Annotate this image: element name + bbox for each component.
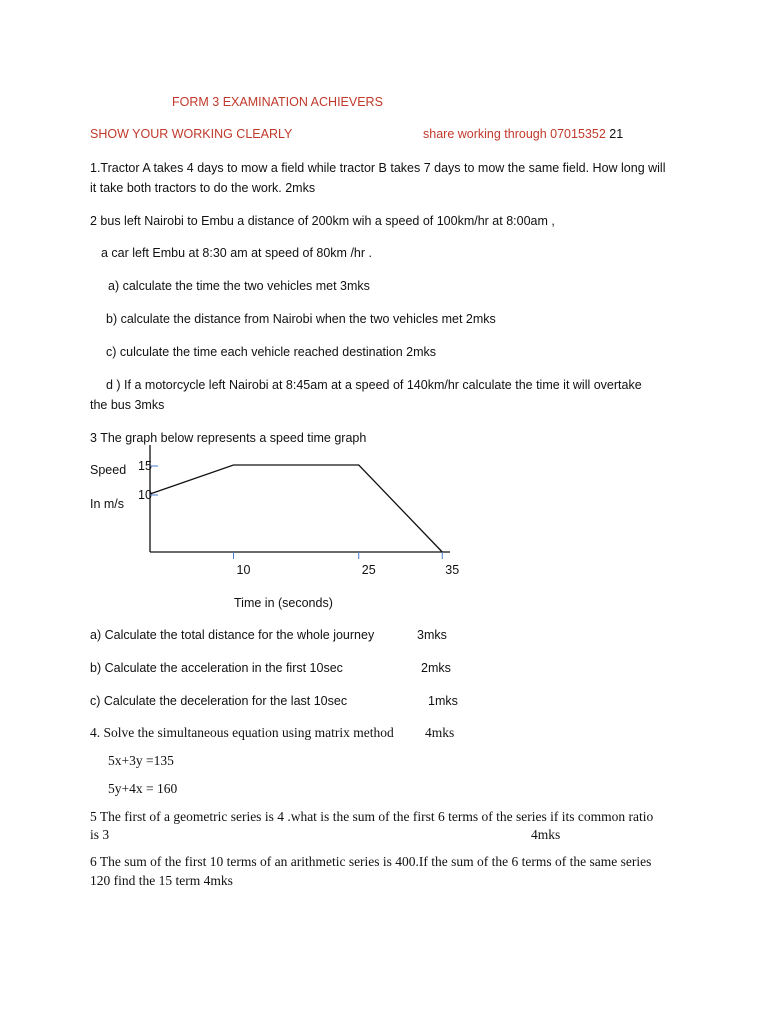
q2-part-a: a) calculate the time the two vehicles met 3mks [108,279,370,293]
instruction-text: SHOW YOUR WORKING CLEARLY [90,127,293,141]
q2-intro: 2 bus left Nairobi to Embu a distance of 200km wih a speed of 100km/hr at 8:00am , [90,214,555,228]
q2-part-b: b) calculate the distance from Nairobi when the two vehicles met 2mks [106,312,496,326]
q2-car: a car left Embu at 8:30 am at speed of 80km /hr . [101,246,372,260]
speed-line [150,465,442,552]
q3-part-b: b) Calculate the acceleration in the first 10sec [90,661,343,675]
q3-part-b-marks: 2mks [421,661,451,675]
share-suffix: 21 [609,127,624,141]
q3-intro: 3 The graph below represents a speed time graph [90,431,367,445]
q2-part-d-line2: the bus 3mks [90,398,165,412]
x-axis-label: Time in (seconds) [234,596,333,610]
y-tick-label: 10 [138,488,152,502]
q1-line2: it take both tractors to do the work. 2mks [90,181,316,195]
q3-part-c-marks: 1mks [428,694,458,708]
q6-line1: 6 The sum of the first 10 terms of an arithmetic series is 400.If the sum of the 6 terms of the same series [90,854,652,869]
x-tick-label: 10 [236,563,251,575]
q5-marks: 4mks [531,827,561,842]
q2-part-c: c) culculate the time each vehicle reached destination 2mks [106,345,437,359]
q4-equation-2: 5y+4x = 160 [108,781,178,796]
q4-equation-1: 5x+3y =135 [108,753,174,768]
q5-line1: 5 The first of a geometric series is 4 .what is the sum of the first 6 terms of the series if its common ratio [90,809,654,824]
q3-part-a: a) Calculate the total distance for the whole journey [90,628,375,642]
y-axis-label-speed: Speed [90,463,127,477]
y-tick-label: 15 [138,459,152,473]
x-tick-label: 35 [445,563,460,575]
q3-part-a-marks: 3mks [417,628,447,642]
y-axis-label-units: In m/s [90,497,125,511]
q3-part-c: c) Calculate the deceleration for the last 10sec [90,694,348,708]
q2-part-d-line1: d ) If a motorcycle left Nairobi at 8:45am at a speed of 140km/hr calculate the time it will overtake [106,378,642,392]
x-tick-label: 25 [361,563,376,575]
speed-time-graph [0,445,768,575]
q1-line1: 1.Tractor A takes 4 days to mow a field while tractor B takes 7 days to mow the same field. How long will [90,161,666,175]
q4-text: 4. Solve the simultaneous equation using matrix method [90,725,394,740]
share-line [423,126,623,142]
page-title: FORM 3 EXAMINATION ACHIEVERS [172,95,383,109]
q5-line2: is 3 [90,827,110,842]
share-text: share working through 07015352 [423,127,606,141]
q4-marks: 4mks [425,725,455,740]
q6-line2: 120 find the 15 term 4mks [90,873,233,888]
